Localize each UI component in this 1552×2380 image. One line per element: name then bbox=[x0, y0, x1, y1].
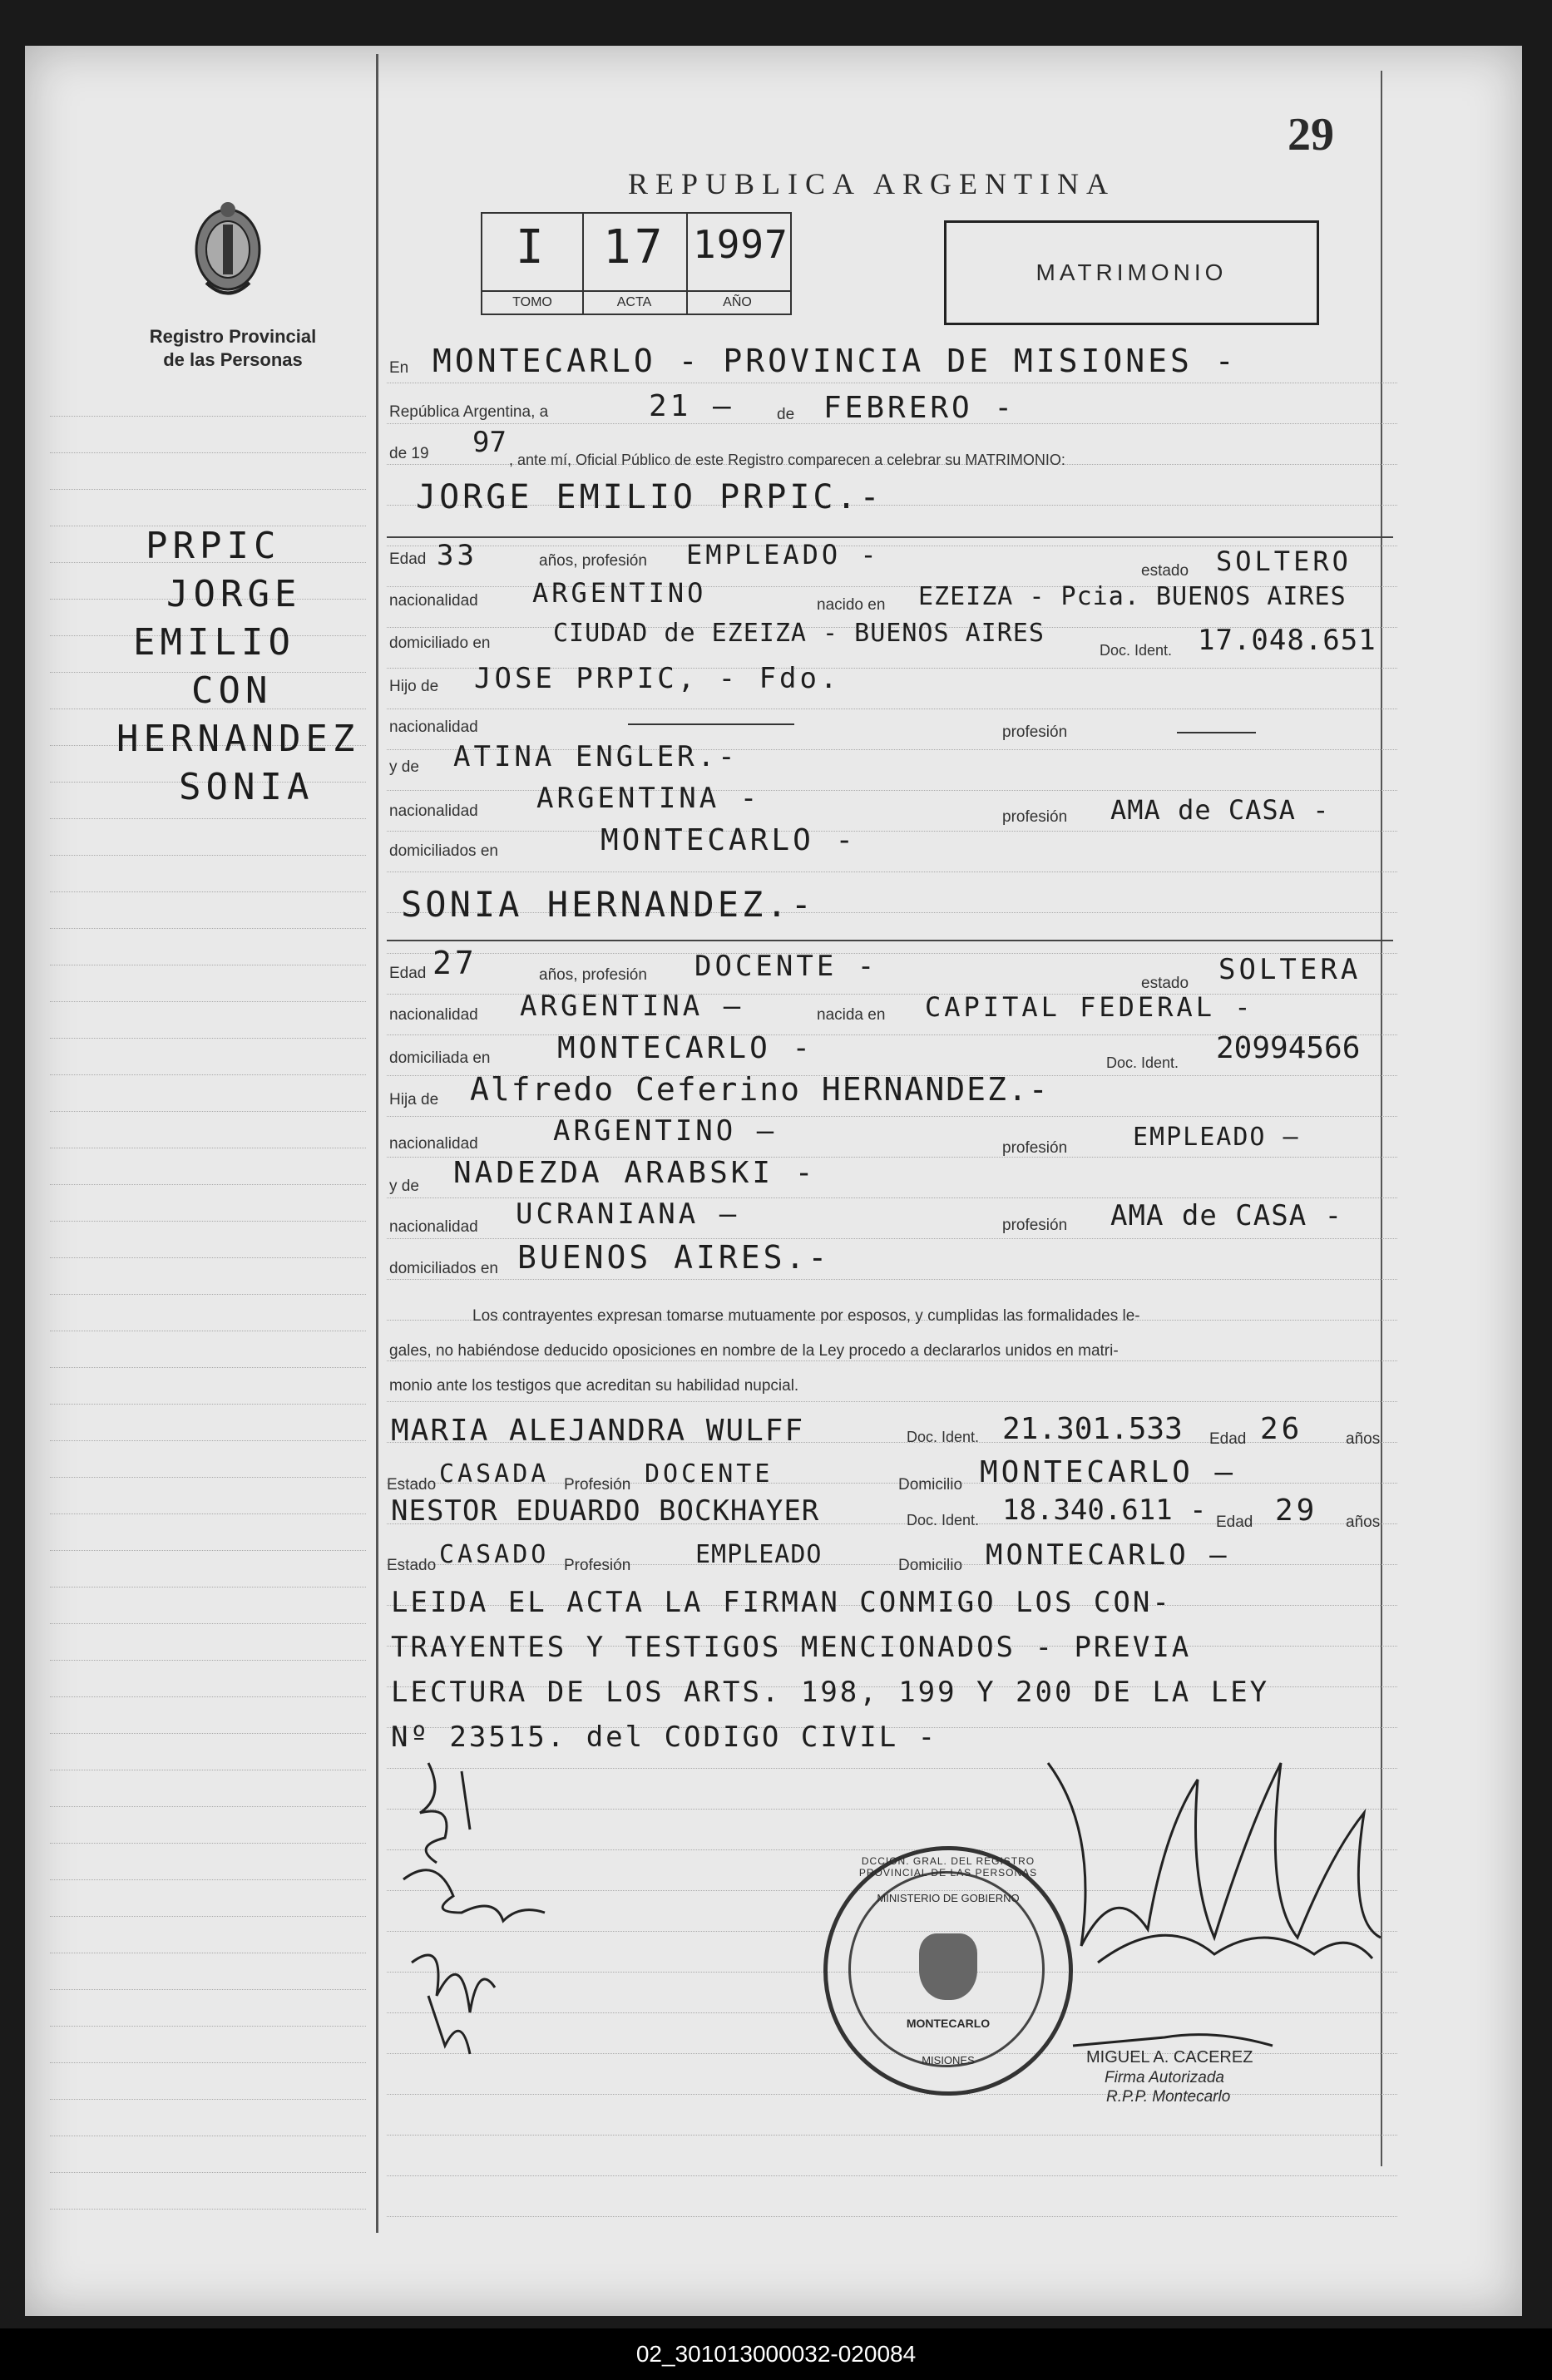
ruled-line bbox=[50, 1879, 366, 1880]
acta-cell bbox=[582, 214, 688, 314]
ruled-line bbox=[50, 1111, 366, 1112]
doc-ident-label: Doc. Ident. bbox=[907, 1512, 980, 1528]
tomo-acta-ano-box bbox=[481, 212, 792, 315]
ano-value: 1997 bbox=[693, 222, 788, 267]
ruled-line bbox=[50, 1916, 366, 1917]
doc-ident-label: Doc. Ident. bbox=[1100, 642, 1173, 659]
blank-dash bbox=[628, 723, 794, 725]
edad-label: Edad bbox=[389, 551, 427, 568]
anos-label: años bbox=[1346, 1513, 1381, 1531]
bride-nacida: CAPITAL FEDERAL - bbox=[925, 991, 1254, 1023]
ruled-line bbox=[50, 1806, 366, 1807]
hijo-de-label: Hijo de bbox=[389, 678, 439, 695]
declaration-text bbox=[389, 1299, 1391, 1404]
ruled-line bbox=[50, 1513, 366, 1514]
ruled-line bbox=[50, 1257, 366, 1258]
margin-note-line: EMILIO bbox=[133, 621, 295, 664]
edad-label: Edad bbox=[389, 965, 427, 982]
y-de-label: y de bbox=[389, 758, 419, 776]
ruled-line bbox=[50, 1733, 366, 1734]
domiciliada-label: domiciliada en bbox=[389, 1049, 491, 1067]
margin-note-line: PRPIC bbox=[146, 525, 281, 567]
groom-mother: ATINA ENGLER.- bbox=[453, 740, 739, 773]
nacionalidad-label: nacionalidad bbox=[389, 1006, 478, 1024]
domicilio-label: Domicilio bbox=[898, 1557, 963, 1574]
estado-label: Estado bbox=[387, 1476, 437, 1494]
section-divider bbox=[387, 536, 1393, 538]
profesion-label: años, profesión bbox=[539, 552, 647, 570]
bride-father-nac: ARGENTINO — bbox=[553, 1114, 778, 1148]
year-prefix: de 19 bbox=[389, 445, 429, 462]
estado-label: estado bbox=[1141, 562, 1189, 580]
ruled-line bbox=[50, 1294, 366, 1295]
ruled-line bbox=[387, 2175, 1397, 2176]
doc-ident-label: Doc. Ident. bbox=[1106, 1054, 1179, 1071]
ruled-line bbox=[50, 1367, 366, 1368]
box-divider bbox=[482, 290, 790, 292]
domicilio-label: Domicilio bbox=[898, 1476, 963, 1494]
ruled-line bbox=[50, 1550, 366, 1551]
ruled-line bbox=[50, 855, 366, 856]
bride-nacionalidad: ARGENTINA — bbox=[520, 990, 744, 1023]
intro-statement: , ante mí, Oficial Público de este Registro comparecen a celebrar su MATRIMONIO: bbox=[509, 452, 1065, 468]
image-id-caption: 02_301013000032-020084 bbox=[0, 2328, 1552, 2380]
intro-place: MONTECARLO - PROVINCIA DE MISIONES - bbox=[432, 343, 1238, 379]
bride-mother: NADEZDA ARABSKI - bbox=[453, 1156, 817, 1190]
witness2-domicilio: MONTECARLO — bbox=[986, 1538, 1230, 1572]
declaration-line: Los contrayentes expresan tomarse mutuamente por esposos, y cumplidas las formalidades le- bbox=[472, 1307, 1140, 1325]
margin-note-line: SONIA bbox=[179, 766, 314, 808]
mother-nacionalidad-label: nacionalidad bbox=[389, 802, 478, 820]
mother-profesion-label: profesión bbox=[1002, 808, 1068, 826]
bride-domicilio: MONTECARLO - bbox=[557, 1031, 814, 1065]
witness1-edad: 26 bbox=[1260, 1412, 1303, 1446]
ruled-line bbox=[50, 2099, 366, 2100]
en-label: En bbox=[389, 359, 409, 377]
profesion-label: años, profesión bbox=[539, 966, 647, 984]
intro-month: FEBRERO - bbox=[823, 391, 1016, 425]
witness2-estado: CASADO bbox=[439, 1540, 550, 1569]
groom-nacionalidad: ARGENTINO bbox=[532, 577, 707, 609]
father-profesion-label: profesión bbox=[1002, 723, 1068, 741]
margin-note-line: JORGE bbox=[166, 573, 302, 615]
seal-city: MONTECARLO bbox=[906, 2017, 991, 2030]
seal-emblem bbox=[919, 1933, 977, 2000]
tomo-cell bbox=[482, 214, 584, 314]
ruled-line bbox=[50, 928, 366, 929]
ruled-line bbox=[50, 1184, 366, 1185]
groom-nacido: EZEIZA - Pcia. BUENOS AIRES bbox=[918, 582, 1347, 611]
ruled-line bbox=[50, 1660, 366, 1661]
profesion-label: Profesión bbox=[564, 1557, 631, 1574]
official-seal bbox=[823, 1846, 1073, 2096]
bride-parents-dom: BUENOS AIRES.- bbox=[517, 1239, 831, 1276]
acta-label: ACTA bbox=[616, 295, 652, 309]
section-divider bbox=[387, 940, 1393, 941]
witness1-doc: 21.301.533 bbox=[1002, 1412, 1183, 1446]
ruled-line bbox=[50, 2062, 366, 2063]
anos-label: años bbox=[1346, 1430, 1381, 1448]
official-name: MIGUEL A. CACEREZ bbox=[1086, 2048, 1253, 2066]
ruled-line bbox=[50, 2209, 366, 2210]
estado-label: estado bbox=[1141, 975, 1189, 992]
groom-edad: 33 bbox=[437, 539, 477, 572]
groom-doc: 17.048.651 bbox=[1198, 624, 1377, 657]
closing-line: LECTURA DE LOS ARTS. 198, 199 Y 200 DE LA LEY bbox=[391, 1676, 1270, 1709]
bride-doc: 20994566 bbox=[1216, 1031, 1361, 1065]
seal-outer-text: DCCION. GRAL. DEL REGISTRO PROVINCIAL DE LAS PERSONAS bbox=[858, 1855, 1038, 1879]
ruled-line bbox=[50, 1989, 366, 1990]
republica-label: República Argentina, a bbox=[389, 403, 549, 421]
bride-name: SONIA HERNANDEZ.- bbox=[401, 884, 815, 925]
ruled-line bbox=[387, 1116, 1397, 1117]
ruled-line bbox=[50, 1074, 366, 1075]
witness2-edad: 29 bbox=[1275, 1494, 1318, 1528]
seal-inner-text: MINISTERIO DE GOBIERNO bbox=[877, 1892, 1020, 1904]
year-suffix: 97 bbox=[472, 426, 507, 459]
declaration-line: gales, no habiéndose deducido oposiciones en nombre de la Ley procedo a declararlos unidos en matri- bbox=[389, 1342, 1119, 1360]
acta-value: 17 bbox=[603, 220, 666, 274]
bride-edad: 27 bbox=[432, 945, 477, 981]
ruled-line bbox=[50, 1038, 366, 1039]
act-type-box: MATRIMONIO bbox=[944, 220, 1319, 325]
estado-label: Estado bbox=[387, 1557, 437, 1574]
ruled-line bbox=[50, 1843, 366, 1844]
seal-province: MISIONES bbox=[922, 2054, 975, 2066]
margin-note bbox=[116, 522, 360, 812]
ruled-line bbox=[50, 452, 366, 453]
country-heading: REPUBLICA ARGENTINA bbox=[628, 167, 1116, 200]
ano-cell bbox=[686, 214, 788, 314]
father-nacionalidad-label: nacionalidad bbox=[389, 1135, 478, 1153]
ruled-line bbox=[50, 1001, 366, 1002]
profesion-label: Profesión bbox=[564, 1476, 631, 1494]
groom-domicilio: CIUDAD de EZEIZA - BUENOS AIRES bbox=[553, 619, 1045, 648]
bride-mother-prof: AMA de CASA - bbox=[1110, 1199, 1343, 1232]
y-de-label: y de bbox=[389, 1178, 419, 1195]
ruled-line bbox=[50, 416, 366, 417]
mother-nacionalidad-label: nacionalidad bbox=[389, 1218, 478, 1236]
father-profesion-label: profesión bbox=[1002, 1139, 1068, 1157]
witness2-profesion: EMPLEADO bbox=[695, 1540, 823, 1569]
margin-note-line: HERNANDEZ bbox=[116, 718, 360, 760]
edad-label: Edad bbox=[1216, 1513, 1253, 1531]
ruled-line bbox=[387, 2135, 1397, 2136]
ruled-line bbox=[387, 2216, 1397, 2217]
intro-day: 21 — bbox=[649, 389, 734, 423]
witness1-domicilio: MONTECARLO — bbox=[980, 1455, 1237, 1489]
bride-father-prof: EMPLEADO — bbox=[1133, 1123, 1300, 1152]
official-title: Firma Autorizada bbox=[1105, 2069, 1224, 2086]
groom-name: JORGE EMILIO PRPIC.- bbox=[416, 478, 883, 516]
tomo-value: I bbox=[516, 220, 547, 274]
ruled-line bbox=[50, 891, 366, 892]
declaration-line: monio ante los testigos que acreditan su habilidad nupcial. bbox=[389, 1377, 799, 1395]
official-office: R.P.P. Montecarlo bbox=[1106, 2088, 1231, 2106]
groom-estado: SOLTERO bbox=[1216, 546, 1352, 577]
ruled-line bbox=[50, 1404, 366, 1405]
groom-father: JOSE PRPIC, - Fdo. bbox=[474, 662, 841, 695]
nacida-label: nacida en bbox=[817, 1006, 886, 1024]
coat-of-arms-emblem bbox=[190, 200, 266, 308]
closing-line: Nº 23515. del CODIGO CIVIL - bbox=[391, 1721, 938, 1754]
bride-father: Alfredo Ceferino HERNANDEZ.- bbox=[470, 1071, 1050, 1108]
father-nacionalidad-label: nacionalidad bbox=[389, 718, 478, 736]
registry-name-line1: Registro Provincial bbox=[149, 326, 317, 347]
blank-dash bbox=[1177, 732, 1256, 733]
witness1-estado: CASADA bbox=[439, 1459, 550, 1489]
ano-label: AÑO bbox=[723, 295, 752, 309]
ruled-line bbox=[50, 1696, 366, 1697]
bride-profesion: DOCENTE - bbox=[694, 950, 878, 983]
mother-profesion-label: profesión bbox=[1002, 1217, 1068, 1234]
closing-line: LEIDA EL ACTA LA FIRMAN CONMIGO LOS CON- bbox=[391, 1586, 1172, 1619]
groom-mother-nac: ARGENTINA - bbox=[536, 782, 761, 815]
ruled-line bbox=[50, 1440, 366, 1441]
bride-mother-nac: UCRANIANA — bbox=[516, 1197, 740, 1231]
margin-note-line: CON bbox=[191, 669, 273, 712]
page-number: 29 bbox=[1288, 109, 1334, 160]
ruled-line bbox=[387, 1279, 1397, 1280]
nacionalidad-label: nacionalidad bbox=[389, 592, 478, 610]
signature-scribbles bbox=[378, 1746, 595, 2062]
de-label: de bbox=[777, 406, 795, 423]
witness2-doc: 18.340.611 - bbox=[1002, 1494, 1207, 1527]
domiciliado-label: domiciliado en bbox=[389, 635, 491, 652]
edad-label: Edad bbox=[1209, 1430, 1247, 1448]
ruled-line bbox=[50, 2172, 366, 2173]
bride-estado: SOLTERA bbox=[1218, 953, 1362, 986]
witness1-profesion: DOCENTE bbox=[645, 1459, 774, 1489]
ruled-line bbox=[50, 1623, 366, 1624]
domiciliados-label: domiciliados en bbox=[389, 842, 498, 860]
nacido-label: nacido en bbox=[817, 596, 886, 614]
hija-de-label: Hija de bbox=[389, 1091, 439, 1109]
ruled-line bbox=[50, 818, 366, 819]
groom-parents-dom: MONTECARLO - bbox=[601, 823, 858, 857]
ruled-line bbox=[387, 831, 1397, 832]
witness2-name: NESTOR EDUARDO BOCKHAYER bbox=[391, 1494, 820, 1528]
witness1-name: MARIA ALEJANDRA WULFF bbox=[391, 1414, 805, 1448]
ruled-line bbox=[50, 489, 366, 490]
tomo-label: TOMO bbox=[512, 295, 552, 309]
registry-name-line2: de las Personas bbox=[163, 349, 303, 370]
doc-ident-label: Doc. Ident. bbox=[907, 1429, 980, 1445]
ruled-line bbox=[50, 1477, 366, 1478]
groom-mother-prof: AMA de CASA - bbox=[1110, 794, 1330, 826]
closing-line: TRAYENTES Y TESTIGOS MENCIONADOS - PREVIA bbox=[391, 1631, 1192, 1664]
domiciliados-label: domiciliados en bbox=[389, 1260, 498, 1277]
ruled-line bbox=[50, 1221, 366, 1222]
ruled-line bbox=[50, 2026, 366, 2027]
groom-profesion: EMPLEADO - bbox=[686, 539, 880, 570]
